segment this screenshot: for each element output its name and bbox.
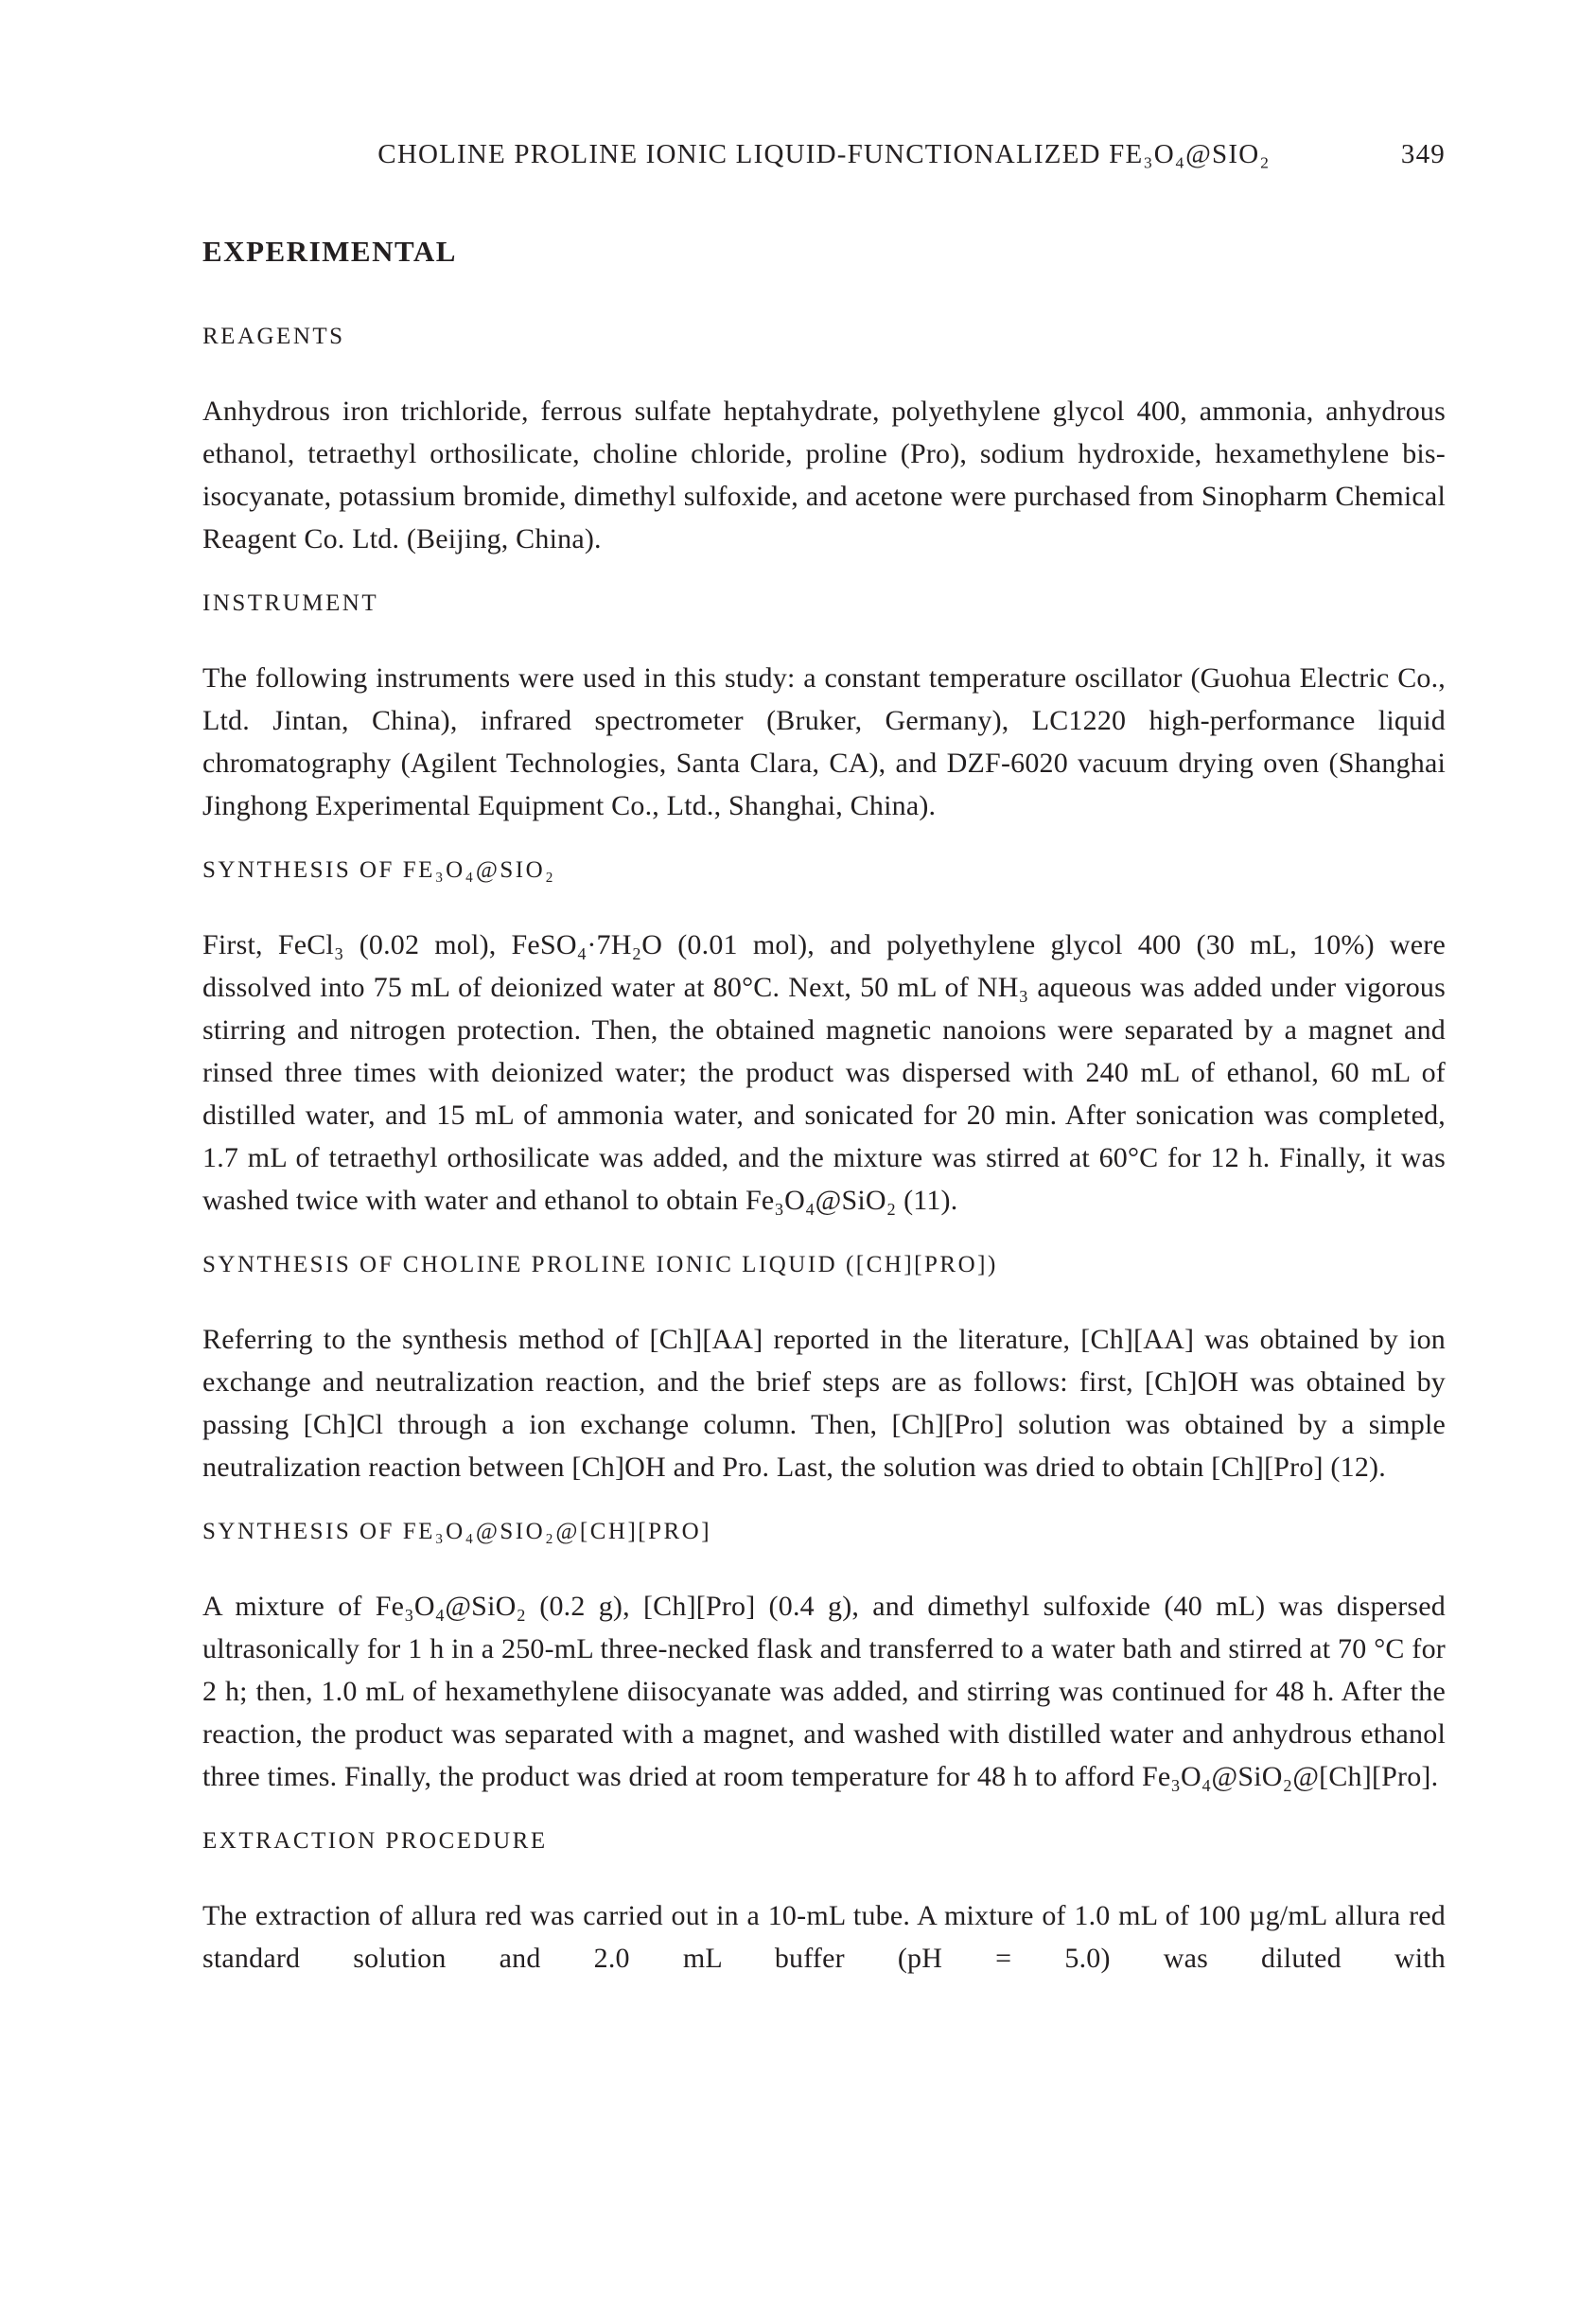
section-reagents: [202, 322, 1446, 560]
section-heading-instrument: INSTRUMENT: [202, 590, 379, 616]
section-extraction-procedure: [202, 1826, 1446, 1980]
section-body-instrument: The following instruments were used in this study: a constant temperature oscillator (Guohua Electric Co., Ltd. Jintan, China), infrared spectrometer (Bruker, Germany), LC1220 high-performance liquid chromatography (Agilent Technologies, Santa Clara, CA), and DZF-6020 vacuum drying oven (Shanghai Jinghong Experimental Equipment Co., Ltd., Shanghai, China).: [202, 662, 1446, 821]
section-heading-extraction-procedure: EXTRACTION PROCEDURE: [202, 1828, 548, 1854]
section-body-reagents: Anhydrous iron trichloride, ferrous sulfate heptahydrate, polyethylene glycol 400, ammonia, anhydrous ethanol, tetraethyl orthosilicate, choline chloride, proline (Pro), sodium hydroxide, hexamethylene bis-isocyanate, potassium bromide, dimethyl sulfoxide, and acetone were purchased from Sinopharm Chemical Reagent Co. Ltd. (Beijing, China).: [202, 396, 1446, 554]
section-body-synthesis-fe3o4-sio2: First, FeCl₃ (0.02 mol), FeSO₄·7H₂O (0.01 mol), and polyethylene glycol 400 (30 mL, 10%) were dissolved into 75 mL of deionized water at 80°C. Next, 50 mL of NH₃ aqueous was added under vigorous stirring and nitrogen protection. Then, the obtained magnetic nanoions were separated by a magnet and rinsed three times with deionized water; the product was dispersed with 240 mL of ethanol, 60 mL of distilled water, and 15 mL of ammonia water, and sonicated for 20 min. After sonication was completed, 1.7 mL of tetraethyl orthosilicate was added, and the mixture was stirred at 60°C for 12 h. Finally, it was washed twice with water and ethanol to obtain Fe₃O₄@SiO₂ (11).: [202, 929, 1446, 1216]
section-body-synthesis-fe3o4-sio2-ch-pro: A mixture of Fe₃O₄@SiO₂ (0.2 g), [Ch][Pro] (0.4 g), and dimethyl sulfoxide (40 mL) was dispersed ultrasonically for 1 h in a 250-mL three-necked flask and transferred to a water bath and stirred at 70 °C for 2 h; then, 1.0 mL of hexamethylene diisocyanate was added, and stirring was continued for 48 h. After the reaction, the product was separated with a magnet, and washed with distilled water and anhydrous ethanol three times. Finally, the product was dried at room temperature for 48 h to afford Fe₃O₄@SiO₂@[Ch][Pro].: [202, 1591, 1446, 1792]
section-heading-synthesis-ch-pro: SYNTHESIS OF CHOLINE PROLINE IONIC LIQUID ([CH][PRO]): [202, 1252, 998, 1277]
section-synthesis-ch-pro: [202, 1250, 1446, 1488]
section-body-synthesis-ch-pro: Referring to the synthesis method of [Ch][AA] reported in the literature, [Ch][AA] was obtained by ion exchange and neutralization reaction, and the brief steps are as follows: first, [Ch]OH was obtained by passing [Ch]Cl through a ion exchange column. Then, [Ch][Pro] solution was obtained by a simple neutralization reaction between [Ch]OH and Pro. Last, the solution was dried to obtain [Ch][Pro] (12).: [202, 1324, 1446, 1483]
section-synthesis-fe3o4-sio2: [202, 855, 1446, 1222]
section-synthesis-fe3o4-sio2-ch-pro: [202, 1517, 1446, 1798]
running-head: [202, 135, 1446, 173]
section-heading-synthesis-fe3o4-sio2: SYNTHESIS OF FE₃O₄@SIO₂: [202, 857, 556, 883]
running-head-title: CHOLINE PROLINE IONIC LIQUID-FUNCTIONALIZED FE₃O₄@SIO₂: [377, 139, 1271, 169]
section-heading-synthesis-fe3o4-sio2-ch-pro: SYNTHESIS OF FE₃O₄@SIO₂@[CH][PRO]: [202, 1519, 712, 1544]
main-heading-experimental: EXPERIMENTAL: [202, 235, 457, 268]
page-number: 349: [1400, 139, 1446, 169]
section-instrument: [202, 589, 1446, 827]
section-body-extraction-procedure: The extraction of allura red was carried out in a 10-mL tube. A mixture of 1.0 mL of 100 µg/mL allura red standard solution and 2.0 mL buffer (pH = 5.0) was diluted with: [202, 1900, 1446, 1974]
section-heading-reagents: REAGENTS: [202, 324, 345, 349]
